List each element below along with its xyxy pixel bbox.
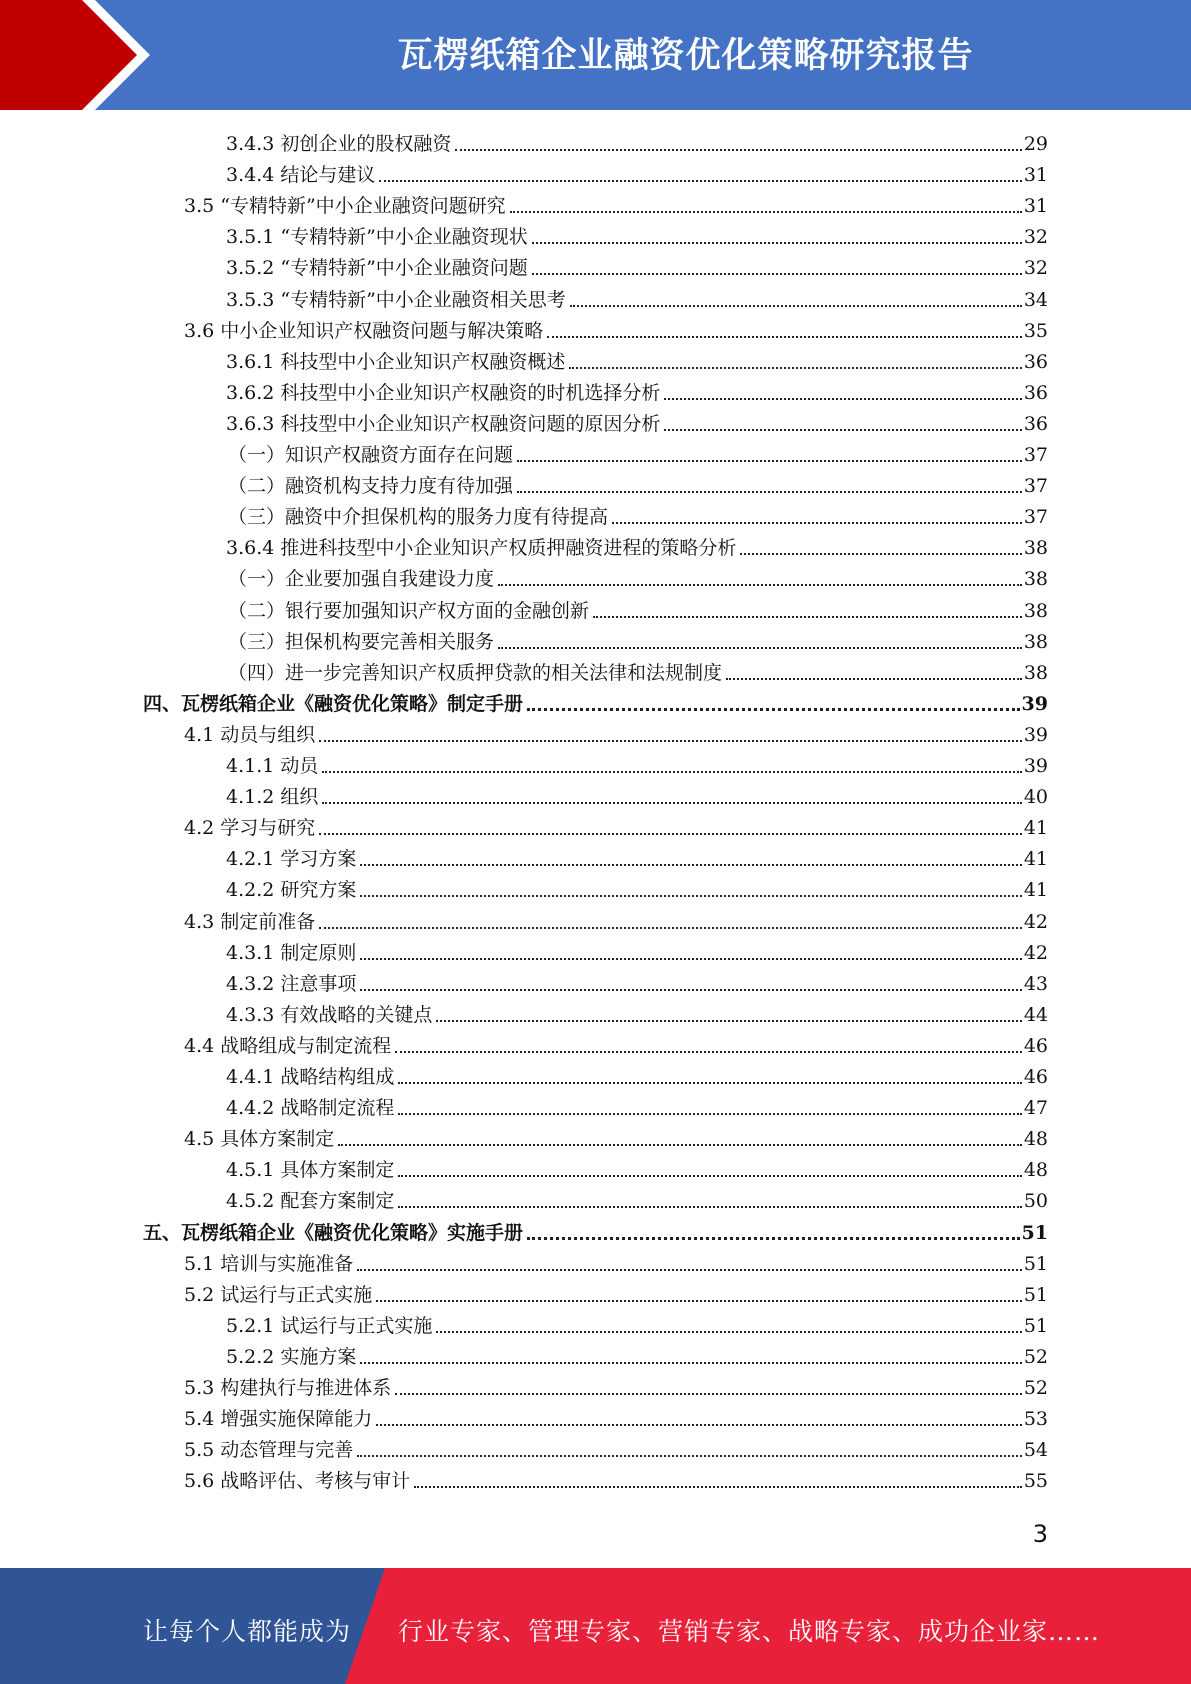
toc-entry-label: 3.4.3 初创企业的股权融资: [226, 133, 452, 155]
toc-entry-label: （三）融资中介担保机构的服务力度有待提高: [228, 506, 609, 529]
toc-entry-page: 53: [1023, 1408, 1048, 1431]
toc-dot-leader: [510, 211, 1022, 213]
toc-entry-page: 40: [1023, 786, 1048, 809]
toc-dot-leader: [319, 740, 1022, 742]
toc-entry[interactable]: [184, 1245, 1048, 1276]
toc-dot-leader: [436, 1020, 1021, 1022]
toc-entry[interactable]: [226, 996, 1048, 1027]
toc-entry-page: 36: [1023, 412, 1048, 435]
toc-dot-leader: [338, 1144, 1022, 1146]
toc-entry-page: 32: [1023, 257, 1048, 280]
toc-entry-page: 34: [1023, 288, 1048, 311]
toc-entry-page: 38: [1023, 537, 1048, 560]
report-title: 瓦楞纸箱企业融资优化策略研究报告: [397, 36, 974, 76]
toc-entry-page: 43: [1023, 972, 1048, 995]
toc-entry[interactable]: [226, 156, 1048, 187]
toc-entry-page: 35: [1023, 319, 1048, 342]
toc-entry-page: 39: [1023, 755, 1048, 777]
toc-entry[interactable]: [228, 623, 1048, 654]
toc-entry[interactable]: [184, 1369, 1048, 1400]
toc-entry-label: （三）担保机构要完善相关服务: [228, 630, 495, 653]
toc-dot-leader: [532, 273, 1022, 275]
toc-dot-leader: [360, 1362, 1021, 1364]
toc-entry[interactable]: [184, 1431, 1048, 1462]
toc-dot-leader: [527, 708, 1020, 711]
toc-entry[interactable]: [226, 374, 1048, 405]
toc-entry-label: 4.3.2 注意事项: [226, 972, 357, 995]
toc-entry-label: 5.4 增强实施保障能力: [184, 1408, 373, 1431]
toc-entry[interactable]: [226, 529, 1048, 560]
toc-entry[interactable]: [226, 747, 1048, 778]
toc-entry[interactable]: [226, 840, 1048, 871]
toc-entry-label: 4.5.1 具体方案制定: [226, 1159, 395, 1182]
toc-dot-leader: [357, 1455, 1022, 1457]
toc-entry-page: 44: [1023, 1003, 1048, 1026]
toc-dot-leader: [398, 1206, 1021, 1208]
toc-entry-page: 37: [1023, 444, 1048, 466]
toc-dot-leader: [612, 522, 1022, 524]
toc-entry-label: 4.5 具体方案制定: [184, 1128, 335, 1151]
toc-entry-label: 3.4.4 结论与建议: [226, 164, 376, 187]
toc-entry-label: 4.1.1 动员: [226, 755, 319, 777]
toc-entry[interactable]: [228, 592, 1048, 623]
toc-dot-leader: [547, 336, 1022, 338]
toc-entry[interactable]: [184, 809, 1048, 840]
toc-entry-page: 36: [1023, 381, 1048, 404]
toc-entry-label: （一）企业要加强自我建设力度: [228, 568, 495, 591]
toc-entry[interactable]: [184, 1276, 1048, 1307]
toc-entry-page: 36: [1023, 350, 1048, 373]
toc-entry-label: 4.3.3 有效战略的关键点: [226, 1003, 433, 1026]
toc-entry-label: 3.6 中小企业知识产权融资问题与解决策略: [184, 319, 544, 342]
toc-entry-page: 37: [1023, 475, 1048, 498]
toc-dot-leader: [517, 491, 1022, 493]
toc-entry[interactable]: [226, 1058, 1048, 1089]
toc-entry-page: 55: [1023, 1470, 1048, 1493]
toc-entry-label: 4.4.2 战略制定流程: [226, 1097, 395, 1120]
toc-entry[interactable]: [226, 1151, 1048, 1182]
toc-dot-leader: [360, 958, 1021, 960]
toc-dot-leader: [664, 429, 1021, 431]
toc-entry-label: 四、瓦楞纸箱企业《融资优化策略》制定手册: [143, 692, 524, 715]
footer-slogan-right: 行业专家、管理专家、营销专家、战略专家、成功企业家……: [398, 1617, 1101, 1646]
toc-entry-page: 46: [1023, 1034, 1048, 1057]
toc-entry-label: 3.6.1 科技型中小企业知识产权融资概述: [226, 350, 566, 373]
toc-entry-label: 3.6.2 科技型中小企业知识产权融资的时机选择分析: [226, 381, 661, 404]
toc-entry[interactable]: [226, 125, 1048, 156]
toc-entry-page: 51: [1023, 1252, 1048, 1275]
toc-entry-label: 4.2.2 研究方案: [226, 879, 357, 902]
toc-dot-leader: [319, 927, 1022, 929]
toc-dot-leader: [357, 1269, 1022, 1271]
toc-entry-page: 37: [1023, 506, 1048, 529]
toc-entry-page: 52: [1023, 1345, 1048, 1368]
toc-entry[interactable]: [184, 903, 1048, 934]
toc-dot-leader: [319, 833, 1022, 835]
toc-dot-leader: [414, 1486, 1022, 1488]
toc-entry[interactable]: [184, 1027, 1048, 1058]
toc-entry-page: 51: [1023, 1283, 1048, 1306]
toc-dot-leader: [570, 305, 1022, 307]
toc-entry-label: 3.5.3 “专精特新”中小企业融资相关思考: [226, 288, 566, 311]
toc-entry-page: 41: [1023, 879, 1048, 902]
toc-entry-label: 5.3 构建执行与推进体系: [184, 1377, 392, 1399]
toc-entry[interactable]: [226, 1307, 1048, 1338]
toc-entry-label: 3.6.3 科技型中小企业知识产权融资问题的原因分析: [226, 412, 661, 435]
toc-entry-label: 3.6.4 推进科技型中小企业知识产权质押融资进程的策略分析: [226, 537, 737, 560]
toc-dot-leader: [376, 1424, 1022, 1426]
toc-entry-label: 5.2.1 试运行与正式实施: [226, 1314, 433, 1337]
toc-entry[interactable]: [226, 778, 1048, 809]
toc-entry[interactable]: [226, 1182, 1048, 1213]
toc-dot-leader: [360, 989, 1021, 991]
toc-entry-page: 39: [1023, 723, 1048, 746]
toc-entry[interactable]: [228, 654, 1048, 685]
toc-entry-label: 5.2 试运行与正式实施: [184, 1283, 373, 1306]
toc-dot-leader: [498, 584, 1022, 586]
toc-dot-leader: [436, 1331, 1021, 1333]
toc-entry[interactable]: [143, 685, 1048, 716]
toc-dot-leader: [740, 553, 1021, 555]
toc-entry-label: 5.5 动态管理与完善: [184, 1439, 354, 1462]
toc-entry-page: 31: [1023, 195, 1048, 218]
page-footer: [0, 1568, 1191, 1684]
toc-entry[interactable]: [228, 436, 1048, 467]
toc-entry-page: 46: [1023, 1066, 1048, 1088]
toc-entry-page: 38: [1023, 630, 1048, 653]
toc-entry[interactable]: [184, 312, 1048, 343]
toc-entry[interactable]: [226, 1338, 1048, 1369]
toc-entry-label: 4.4 战略组成与制定流程: [184, 1034, 392, 1057]
toc-dot-leader: [398, 1175, 1021, 1177]
toc-entry[interactable]: [226, 405, 1048, 436]
toc-dot-leader: [322, 771, 1021, 773]
toc-entry-page: 47: [1023, 1097, 1048, 1120]
toc-dot-leader: [664, 398, 1021, 400]
toc-entry-page: 48: [1023, 1159, 1048, 1182]
toc-dot-leader: [360, 895, 1021, 897]
toc-entry[interactable]: [226, 1089, 1048, 1120]
toc-entry-label: 5.2.2 实施方案: [226, 1345, 357, 1368]
toc-dot-leader: [376, 1300, 1022, 1302]
toc-entry[interactable]: [184, 1400, 1048, 1431]
toc-entry-label: 4.2 学习与研究: [184, 817, 316, 840]
toc-dot-leader: [395, 1051, 1022, 1053]
toc-entry-page: 50: [1023, 1190, 1048, 1213]
toc-entry[interactable]: [184, 1462, 1048, 1493]
page-number: 3: [1032, 1520, 1048, 1548]
toc-entry-page: 38: [1023, 599, 1048, 622]
toc-entry[interactable]: [228, 467, 1048, 498]
toc-entry[interactable]: [184, 187, 1048, 218]
toc-dot-leader: [455, 149, 1021, 151]
toc-entry[interactable]: [184, 716, 1048, 747]
toc-dot-leader: [569, 367, 1021, 369]
toc-entry-label: 4.3 制定前准备: [184, 910, 316, 933]
toc-entry-label: （四）进一步完善知识产权质押贷款的相关法律和法规制度: [228, 661, 723, 684]
toc-dot-leader: [360, 864, 1021, 866]
toc-dot-leader: [398, 1082, 1021, 1084]
page-header: [0, 0, 1191, 110]
toc-entry-page: 38: [1023, 661, 1048, 684]
footer-slogan-left: 让每个人都能成为: [143, 1617, 352, 1646]
toc-dot-leader: [379, 180, 1021, 182]
toc-entry[interactable]: [226, 871, 1048, 902]
toc-dot-leader: [532, 242, 1022, 244]
toc-dot-leader: [726, 678, 1022, 680]
toc-entry-label: 4.5.2 配套方案制定: [226, 1190, 395, 1213]
toc-entry-page: 31: [1023, 164, 1048, 187]
toc-entry-page: 41: [1023, 817, 1048, 840]
toc-entry-page: 39: [1021, 692, 1048, 715]
toc-entry-page: 41: [1023, 848, 1048, 871]
toc-entry[interactable]: [143, 1214, 1048, 1245]
toc-entry-page: 51: [1021, 1221, 1048, 1244]
toc-entry[interactable]: [184, 1120, 1048, 1151]
toc-entry-label: （一）知识产权融资方面存在问题: [228, 444, 514, 466]
toc-entry-label: 3.5 “专精特新”中小企业融资问题研究: [184, 195, 506, 218]
toc-dot-leader: [527, 1237, 1020, 1240]
red-arrow-logo: [0, 0, 190, 110]
toc-dot-leader: [593, 616, 1022, 618]
toc-entry[interactable]: [226, 965, 1048, 996]
toc-entry-label: 5.6 战略评估、考核与审计: [184, 1470, 411, 1493]
toc-entry-page: 54: [1023, 1439, 1048, 1462]
toc-entry-page: 48: [1023, 1128, 1048, 1151]
toc-dot-leader: [398, 1113, 1021, 1115]
toc-entry-page: 52: [1023, 1377, 1048, 1399]
toc-entry-label: 4.1 动员与组织: [184, 723, 316, 746]
toc-entry[interactable]: [226, 934, 1048, 965]
toc-entry-label: 4.4.1 战略结构组成: [226, 1066, 395, 1088]
toc-entry-page: 42: [1023, 941, 1048, 964]
toc-entry[interactable]: [226, 281, 1048, 312]
toc-entry-label: 4.1.2 组织: [226, 786, 319, 809]
toc-entry-label: 4.3.1 制定原则: [226, 941, 357, 964]
toc-entry-label: 5.1 培训与实施准备: [184, 1252, 354, 1275]
toc-entry-page: 51: [1023, 1314, 1048, 1337]
toc-dot-leader: [498, 647, 1022, 649]
toc-entry-label: 4.2.1 学习方案: [226, 848, 357, 871]
toc-entry-page: 29: [1023, 133, 1048, 155]
toc-dot-leader: [395, 1393, 1022, 1395]
toc-entry-label: 五、瓦楞纸箱企业《融资优化策略》实施手册: [143, 1221, 524, 1244]
toc-entry[interactable]: [226, 249, 1048, 280]
toc-entry-label: （二）融资机构支持力度有待加强: [228, 475, 514, 498]
toc-dot-leader: [322, 802, 1021, 804]
toc-entry[interactable]: [228, 498, 1048, 529]
toc-dot-leader: [517, 460, 1022, 462]
toc-entry[interactable]: [228, 560, 1048, 591]
toc-entry-label: （二）银行要加强知识产权方面的金融创新: [228, 599, 590, 622]
toc-entry[interactable]: [226, 343, 1048, 374]
toc-entry-page: 32: [1023, 226, 1048, 249]
toc-entry[interactable]: [226, 218, 1048, 249]
toc-entry-page: 42: [1023, 910, 1048, 933]
toc-entry-label: 3.5.1 “专精特新”中小企业融资现状: [226, 226, 528, 249]
toc-entry-page: 38: [1023, 568, 1048, 591]
toc-entry-label: 3.5.2 “专精特新”中小企业融资问题: [226, 257, 528, 280]
